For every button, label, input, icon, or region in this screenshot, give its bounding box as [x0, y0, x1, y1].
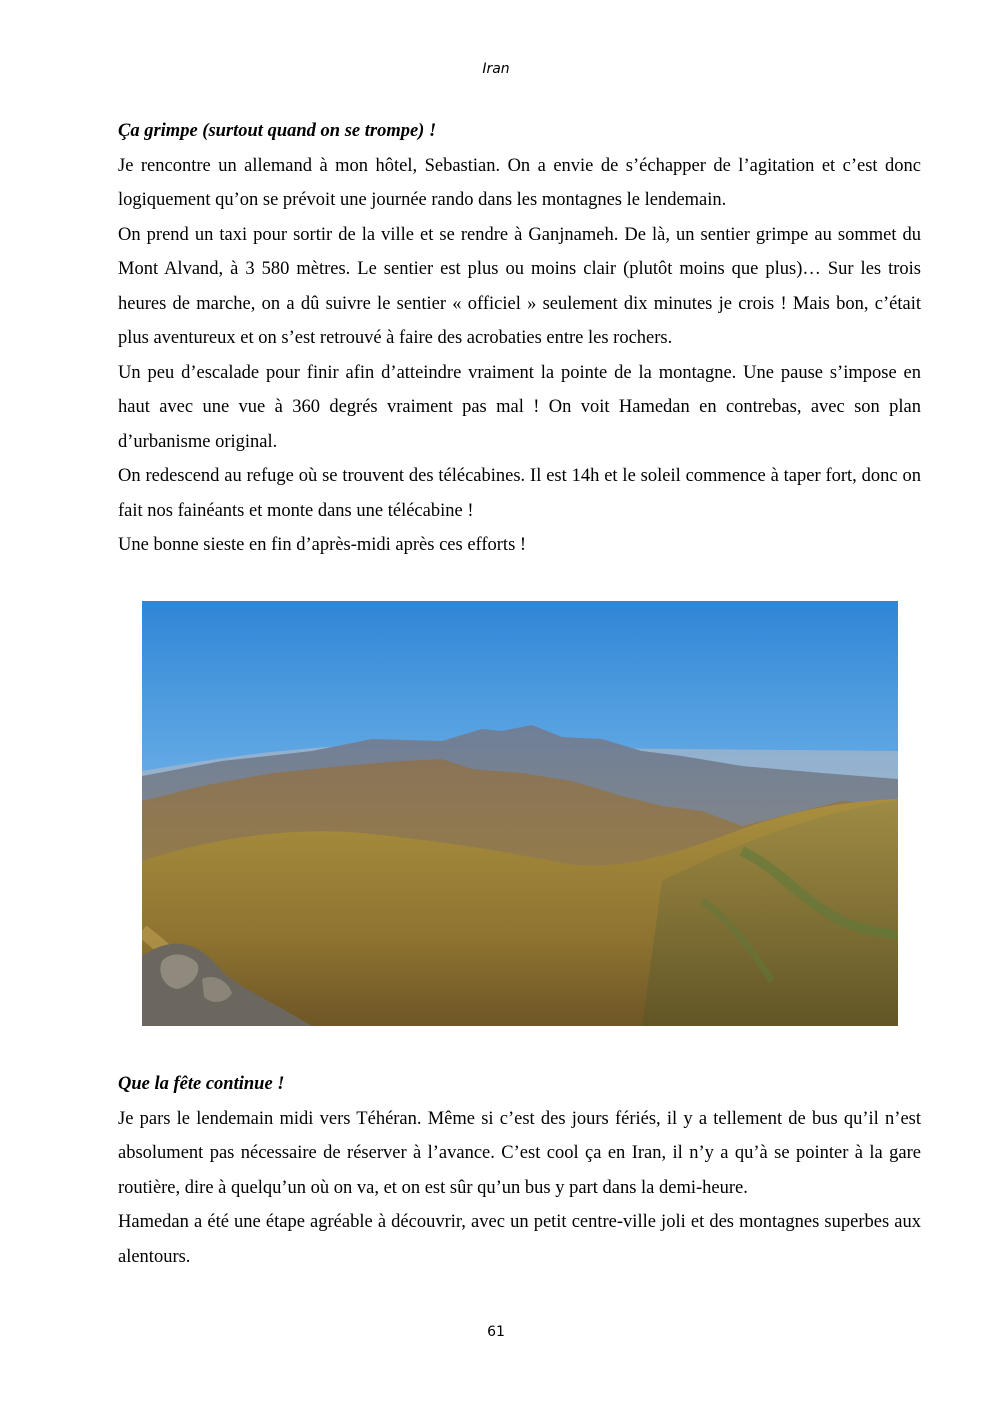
section-party — [118, 1067, 921, 1274]
mountain-photo — [142, 601, 898, 1026]
paragraph: Une bonne sieste en fin d’après-midi après ces efforts ! — [118, 535, 527, 555]
paragraph: Un peu d’escalade pour finir afin d’atteindre vraiment la pointe de la montagne. Une pause s’impose en haut avec une vue à 360 degrés vraiment pas mal ! On voit Hamedan en contrebas, avec son plan d’urbanisme original. — [118, 362, 921, 452]
paragraph: On redescend au refuge où se trouvent des télécabines. Il est 14h et le soleil commence à taper fort, donc on fait nos fainéants et monte dans une télécabine ! — [118, 466, 921, 521]
page-header: Iran — [482, 61, 510, 77]
paragraph: On prend un taxi pour sortir de la ville et se rendre à Ganjnameh. De là, un sentier grimpe au sommet du Mont Alvand, à 3 580 mètres. Le sentier est plus ou moins clair (plutôt moins que plus)… Sur les trois heures de marche, on a dû suivre le sentier « officiel » seulement dix minutes je crois ! Mais bon, c’était plus aventureux et on s’est retrouvé à faire des acrobaties entre les rochers. — [118, 224, 921, 348]
paragraph: Je rencontre un allemand à mon hôtel, Sebastian. On a envie de s’échapper de l’agitation et c’est donc logiquement qu’on se prévoit une journée rando dans les montagnes le lendemain. — [118, 155, 921, 210]
page-number: 61 — [487, 1324, 505, 1340]
paragraph: Je pars le lendemain midi vers Téhéran. Même si c’est des jours fériés, il y a tellement de bus qu’il n’est absolument pas nécessaire de réserver à l’avance. C’est cool ça en Iran, il n’y a qu’à se pointer à la gare routière, dire à quelqu’un où on va, et on est sûr qu’un bus y part dans la demi-heure. — [118, 1108, 921, 1198]
section-heading: Ça grimpe (surtout quand on se trompe) ! — [118, 121, 437, 141]
section-climb — [118, 114, 921, 563]
paragraph: Hamedan a été une étape agréable à découvrir, avec un petit centre-ville joli et des montagnes superbes aux alentours. — [118, 1212, 921, 1267]
section-heading: Que la fête continue ! — [118, 1074, 285, 1094]
